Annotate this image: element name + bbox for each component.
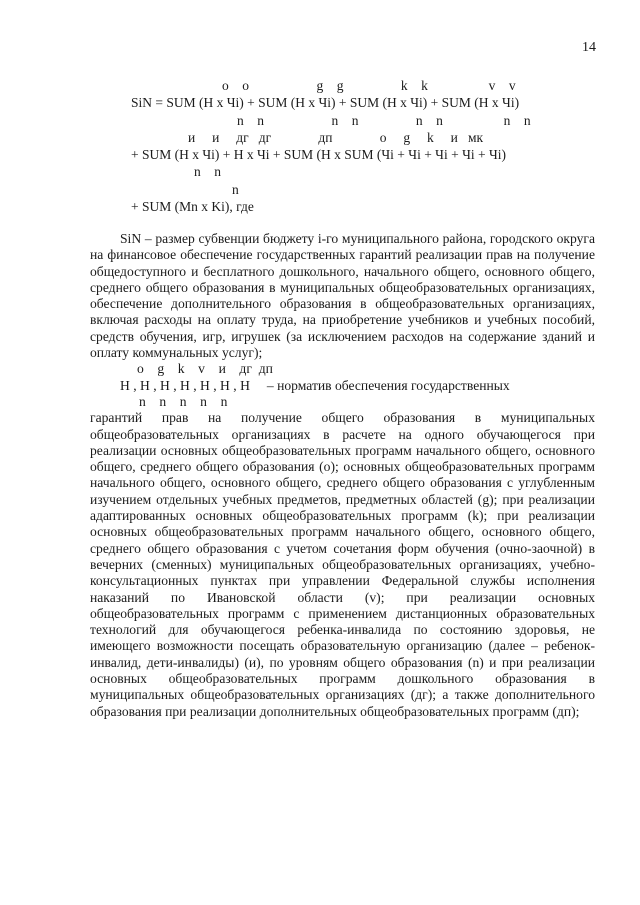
normative-symbols-line — [90, 378, 595, 394]
formula-line1-superscripts: о о g g k k v v — [222, 78, 516, 93]
formula-line3-superscript: n — [232, 182, 239, 197]
definition-sin: SiN – размер субвенции бюджету i-го муниципального района, городского округа на финансовое обеспечение государственных гарантий реализации прав на получение общедоступного и бесплатного дошкольного, начального общего, основного общего, среднего общего образования в муниципальных общеобразовательных организациях, обеспечение дополнительного образования в общеобразовательных организациях, включая расходы на оплату труда, на приобретение учебников и учебных пособий, средств обучения, игр, игрушек (за исключением расходов на содержание зданий и оплату коммунальных услуг); — [90, 231, 595, 361]
normative-subscripts: n n n n n — [139, 393, 228, 409]
formula-line1-subscripts: n n n n n n n n — [237, 113, 531, 128]
formula-line2-subscripts: n n — [194, 164, 221, 179]
normative-symbols: H , H , H , H , H , H , H — [120, 377, 250, 393]
formula-line2: + SUM (H x Чi) + H x Чi + SUM (H x SUM (Чi + Чi + Чi + Чi + Чi) — [131, 147, 506, 162]
normative-lead: – норматив обеспечения государственных — [266, 377, 510, 393]
normative-definition: гарантий прав на получение общего образования в муниципальных общеобразовательных организациях в расчете на одного обучающегося при реализации основных общеобразовательных программ начального общего, основного общего, среднего общего образования (о); основных общеобразовательных программ начального общего, основного общего, среднего общего образования с углубленным изучением отдельных учебных предметов, предметных областей (g); при реализации адаптированных основных общеобразовательных программ (k); при реализации основных общеобразовательных программ начального общего, основного общего, среднего общего образования с учетом сочетания форм обучения (очно-заочной) в вечерних (сменных) муниципальных общеобразовательных организациях, учебно-консультационных пунктах при управлении Федеральной службы исполнения наказаний по Ивановской области (v); при реализации основных общеобразовательных программ с применением дистанционных образовательных технологий для обучающегося ребенка-инвалида по состоянию здоровья, не имеющего возможности посещать образовательную организацию (далее – ребенок-инвалид, дети-инвалиды) (и), по уровням общего образования (n) и при реализации основных общеобразовательных программ дошкольного образования в муниципальных общеобразовательных организациях (дг); а также дополнительного образования при реализации дополнительных общеобразовательных программ (дп); — [90, 410, 595, 719]
formula-line2-superscripts: и и дг дг дп о g k и мк — [188, 130, 484, 145]
page-number: 14 — [582, 40, 596, 55]
definitions-text — [90, 231, 595, 720]
formula-line1: SiN = SUM (H x Чi) + SUM (H x Чi) + SUM (H x Чi) + SUM (H x Чi) — [131, 95, 520, 110]
formula-line3: + SUM (Mn x Ki), где — [131, 199, 254, 214]
normative-superscripts: о g k v и дг дп — [137, 361, 273, 377]
